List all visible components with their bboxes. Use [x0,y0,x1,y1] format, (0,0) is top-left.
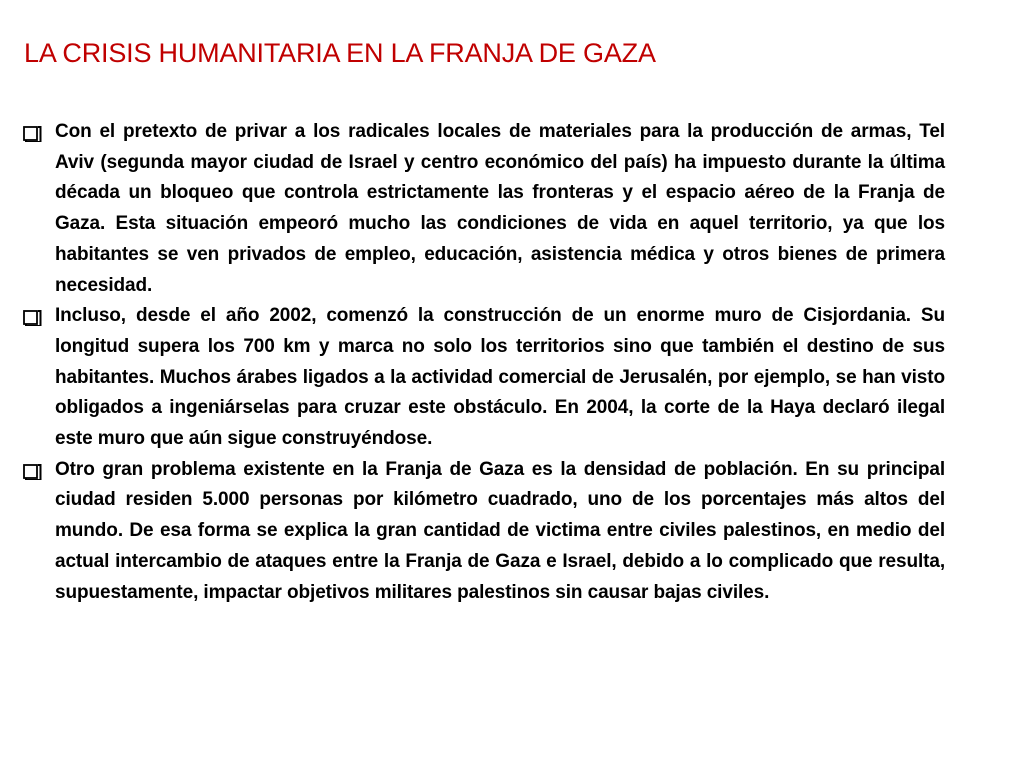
hollow-square-bullet-icon [23,461,42,480]
hollow-square-bullet-icon [23,307,42,326]
bullet-list [20,117,945,608]
slide-title: LA CRISIS HUMANITARIA EN LA FRANJA DE GAZA [24,38,656,68]
hollow-square-bullet-icon [23,123,42,142]
bullet-item [20,455,945,609]
bullet-item [20,117,945,301]
bullet-text: Con el pretexto de privar a los radicales locales de materiales para la producción de armas, Tel Aviv (segunda mayor ciudad de Israel y centro económico del país) ha impuesto durante la última década un bloqueo que controla estrictamente las fronteras y el espacio aéreo de la Franja de Gaza. Esta situación empeoró mucho las condiciones de vida en aquel territorio, ya que los habitantes se ven privados de empleo, educación, asistencia médica y otros bienes de primera necesidad. [55,121,945,296]
bullet-text: Incluso, desde el año 2002, comenzó la construcción de un enorme muro de Cisjordania. Su longitud supera los 700 km y marca no solo los territorios sino que también el destino de sus habitantes. Muchos árabes ligados a la actividad comercial de Jerusalén, por ejemplo, se han visto obligados a ingeniárselas para cruzar este obstáculo. En 2004, la corte de la Haya declaró ilegal este muro que aún sigue construyéndose. [55,305,945,450]
bullet-item [20,301,945,455]
bullet-text: Otro gran problema existente en la Franja de Gaza es la densidad de población. En su principal ciudad residen 5.000 personas por kilómetro cuadrado, uno de los porcentajes más altos del mundo. De esa forma se explica la gran cantidad de victima entre civiles palestinos, en medio del actual intercambio de ataques entre la Franja de Gaza e Israel, debido a lo complicado que resulta, supuestamente, impactar objetivos militares palestinos sin causar bajas civiles. [55,458,945,603]
